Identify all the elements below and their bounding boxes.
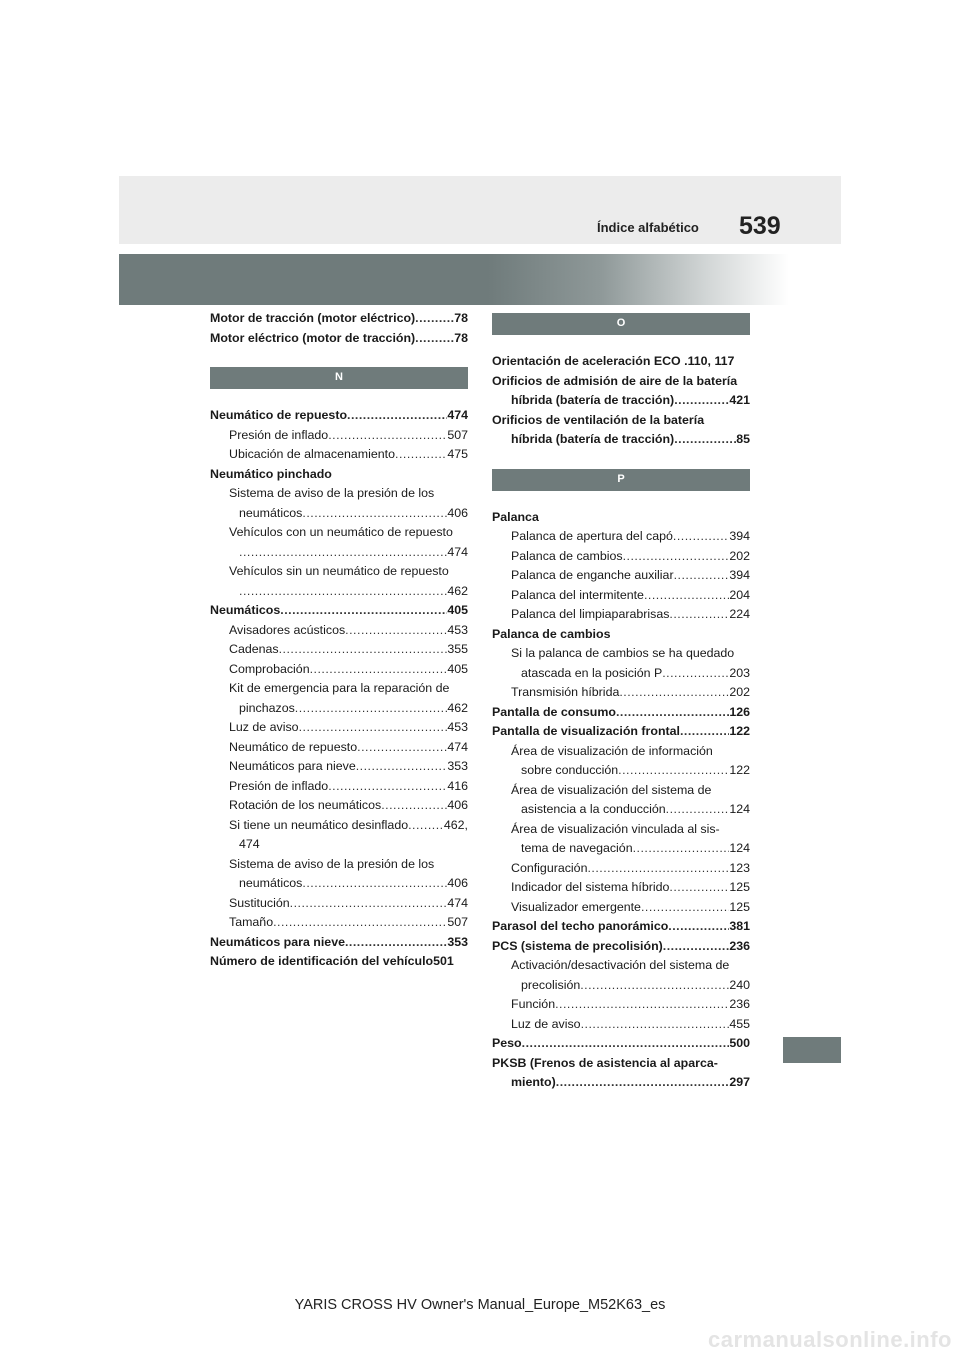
index-subentry-continuation: ..... 474 [210,543,468,563]
index-entry: Número de identificación del vehículo 501 [210,954,454,968]
index-subentry-continuation: ..... 462 [210,582,468,602]
index-subentry: Sistema de aviso de la presión de los [229,856,435,871]
index-subentry-continuation: sobre conducción ..... 122 [492,761,750,781]
index-subentry: Ubicación de almacenamiento ..... 475 [210,445,468,465]
index-subentry-continuation: tema de navegación ..... 124 [492,839,750,859]
index-subentry: Vehículos sin un neumático de repuesto [229,564,449,578]
index-entry: Parasol del techo panorámico ..... 381 [492,917,750,937]
index-subentry-continuation: asistencia a la conducción ..... 124 [492,800,750,820]
index-entry: Neumáticos ..... 405 [210,601,468,621]
letter-heading-o: O [492,313,750,335]
index-subentry: Sistema de aviso de la presión de los [229,486,435,500]
index-subentry: Neumáticos para nieve ..... 353 [210,757,468,777]
index-subentry: Rotación de los neumáticos ..... 406 [210,796,468,816]
index-subentry: Función ..... 236 [492,995,750,1015]
index-subentry: Tamaño ..... 507 [210,913,468,933]
index-subentry: Configuración ..... 123 [492,859,750,879]
left-index-column [210,309,468,972]
letter-heading-p: P [492,469,750,491]
index-entry: PCS (sistema de precolisión) ..... 236 [492,937,750,957]
index-subentry: Kit de emergencia para la reparación de [229,681,450,695]
chapter-side-tab [783,1037,841,1063]
index-subentry-continuation: atascada en la posición P ..... 203 [492,664,750,684]
section-title: Índice alfabético [597,220,699,235]
index-subentry: Palanca del intermitente ..... 204 [492,586,750,606]
right-index-column [492,313,750,1093]
index-subentry: Presión de inflado ..... 507 [210,426,468,446]
index-entry: Motor de tracción (motor eléctrico) ..... 78 [210,309,468,329]
index-subentry-continuation: neumáticos ..... 406 [210,504,468,524]
index-subentry-continuation: 474 [239,837,260,851]
index-subentry: Área de visualización de información [511,743,713,758]
index-subentry: Activación/desactivación del sistema de [511,958,730,972]
index-subentry: Indicador del sistema híbrido ..... 125 [492,878,750,898]
index-subentry: Sustitución ..... 474 [210,894,468,914]
index-subentry: Palanca de enganche auxiliar ..... 394 [492,566,750,586]
index-entry: Orientación de aceleración ECO .110, 117 [492,354,735,368]
index-entry: Orificios de ventilación de la batería [492,412,705,427]
index-entry-continuation: miento) ..... 297 [492,1073,750,1093]
index-subentry: Visualizador emergente ..... 125 [492,898,750,918]
index-subentry: Luz de aviso ..... 453 [210,718,468,738]
index-subentry-continuation: precolisión ..... 240 [492,976,750,996]
footer-manual-title: YARIS CROSS HV Owner's Manual_Europe_M52K63_es [294,1297,666,1313]
index-entry: Palanca de cambios [492,626,611,641]
watermark-text: carmanualsonline.info [708,1327,952,1352]
index-entry: Neumáticos para nieve ..... 353 [210,933,468,953]
header-decorative-bar [119,254,789,305]
index-subentry: Palanca del limpiaparabrisas ..... 224 [492,605,750,625]
index-subentry: Luz de aviso ..... 455 [492,1015,750,1035]
index-subentry-continuation: pinchazos ..... 462 [210,699,468,719]
index-subentry: Avisadores acústicos ..... 453 [210,621,468,641]
index-entry: Pantalla de visualización frontal ..... 122 [492,722,750,742]
index-subentry: Cadenas ..... 355 [210,640,468,660]
index-entry: Pantalla de consumo ..... 126 [492,703,750,723]
index-entry: Orificios de admisión de aire de la batería [492,373,738,388]
index-subentry: Presión de inflado ..... 416 [210,777,468,797]
index-entry-continuation: híbrida (batería de tracción) ..... 85 [492,430,750,450]
index-subentry: Transmisión híbrida ..... 202 [492,683,750,703]
index-entry: Motor eléctrico (motor de tracción) ..... 78 [210,329,468,349]
index-subentry: Área de visualización vinculada al sis- [511,821,720,836]
page-number: 539 [739,212,781,240]
letter-heading-n: N [210,367,468,389]
index-subentry: Si tiene un neumático desinflado ..... 462, [210,816,468,836]
index-subentry: Palanca de cambios ..... 202 [492,547,750,567]
index-entry: PKSB (Frenos de asistencia al aparca- [492,1055,718,1070]
index-subentry: Neumático de repuesto ..... 474 [210,738,468,758]
index-subentry: Palanca de apertura del capó ..... 394 [492,527,750,547]
header-band [119,176,841,244]
index-entry: Peso ..... 500 [492,1034,750,1054]
index-subentry: Vehículos con un neumático de repuesto [229,525,453,539]
index-subentry: Área de visualización del sistema de [511,782,712,797]
index-entry: Palanca [492,509,539,524]
index-subentry: Si la palanca de cambios se ha quedado [511,646,735,660]
index-entry: Neumático de repuesto ..... 474 [210,406,468,426]
index-entry-continuation: híbrida (batería de tracción) ..... 421 [492,391,750,411]
index-subentry-continuation: neumáticos ..... 406 [210,874,468,894]
index-entry: Neumático pinchado [210,466,332,481]
index-subentry: Comprobación ..... 405 [210,660,468,680]
